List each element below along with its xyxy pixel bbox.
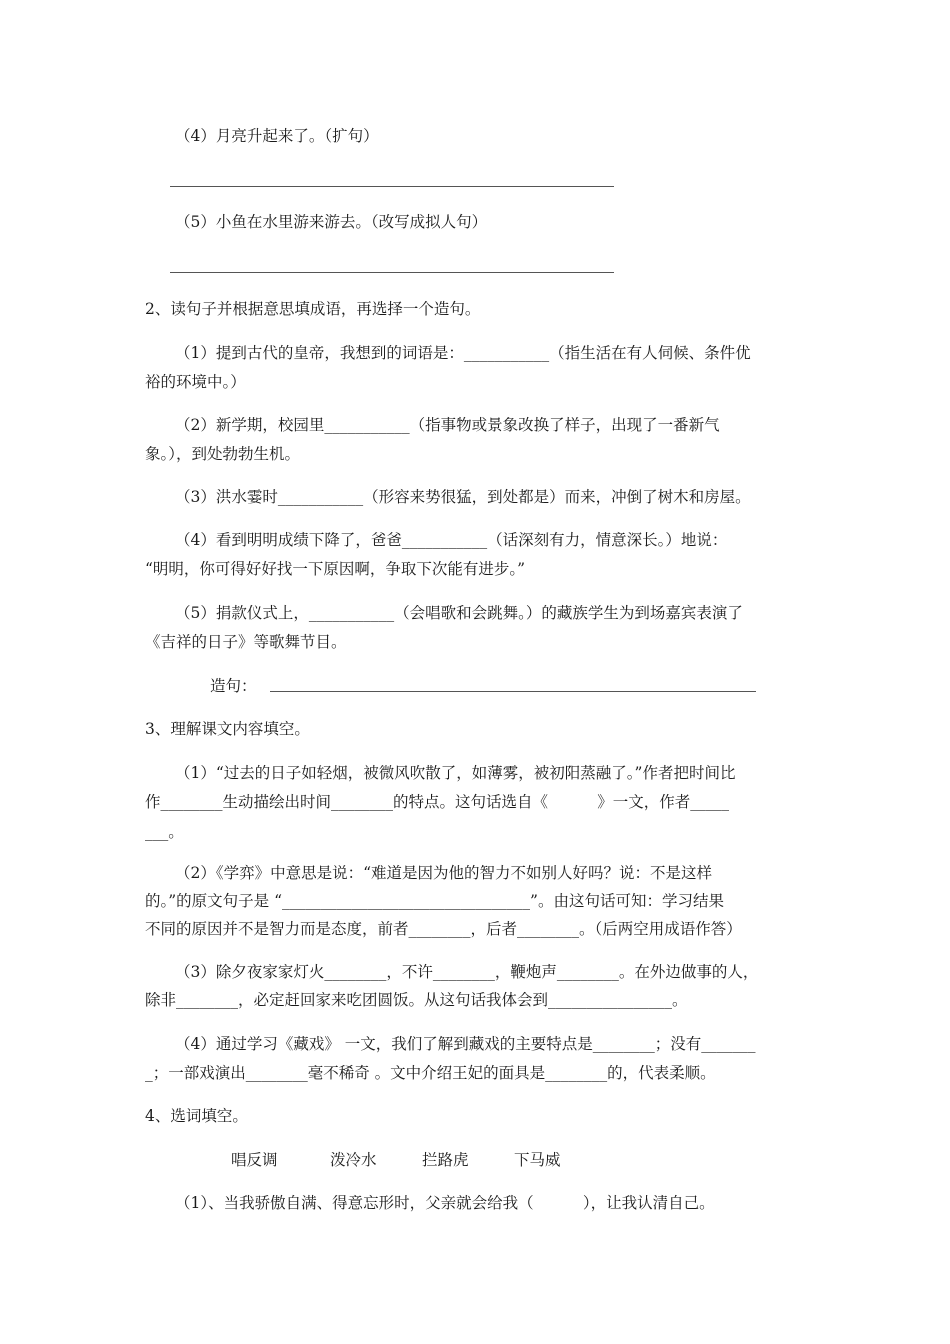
s2-q4-line2: “明明，你可得好好找一下原因啊，争取下次能有进步。” (145, 560, 526, 578)
s3-q4-line1: （4）通过学习《藏戏》 一文，我们了解到藏戏的主要特点是________；没有_______ (175, 1035, 756, 1053)
s3-q4-line2: _；一部戏演出________毫不稀奇 。文中介绍王妃的面具是________的，代表柔顺。 (145, 1064, 716, 1082)
section-2-heading: 2、读句子并根据意思填成语，再选择一个造句。 (145, 300, 481, 318)
s4-q1: （1）、当我骄傲自满、得意忘形时，父亲就会给我（ ），让我认清自己。 (175, 1194, 715, 1212)
answer-line (170, 272, 614, 273)
answer-line (270, 691, 756, 692)
section-4-heading: 4、选词填空。 (145, 1107, 248, 1125)
s3-q1-line1: （1）“过去的日子如轻烟，被微风吹散了，如薄雾，被初阳蒸融了。”作者把时间比 (175, 764, 736, 782)
s3-q2-line1: （2）《学弈》中意思是说：“难道是因为他的智力不如别人好吗？说：不是这样 (175, 864, 713, 882)
s2-q1-line2: 裕的环境中。） (145, 373, 246, 391)
s2-q1-line1: （1）提到古代的皇帝，我想到的词语是：___________（指生活在有人伺候、条件优 (175, 344, 751, 362)
s2-q4-line1: （4）看到明明成绩下降了，爸爸___________（话深刻有力，情意深长。）地说： (175, 531, 728, 549)
s3-q1-line3: ___。 (145, 823, 184, 841)
s3-q1-line2: 作________生动描绘出时间________的特点。这句话选自《 》一文，作者_____ (145, 793, 730, 811)
answer-line (170, 186, 614, 187)
make-sentence-label: 造句： (210, 677, 257, 695)
s2-q2-line1: （2）新学期，校园里___________（指事物或景象改换了样子，出现了一番新气 (175, 416, 720, 434)
s3-q3-line2: 除非________，必定赶回家来吃团圆饭。从这句话我体会到________________。 (145, 991, 688, 1009)
s3-q2-line2: 的。”的原文句子是 “________________________________”。由这句话可知：学习结果 (145, 892, 724, 910)
s2-q5-line2: 《吉祥的日子》等歌舞节目。 (145, 633, 347, 651)
section-3-heading: 3、理解课文内容填空。 (145, 720, 310, 738)
s2-q3: （3）洪水霎时___________（形容来势很猛，到处都是）而来，冲倒了树木和房屋。 (175, 488, 751, 506)
word-bank-item: 唱反调 (231, 1151, 278, 1169)
word-bank-item: 拦路虎 (422, 1151, 469, 1169)
s2-q2-line2: 象。），到处勃勃生机。 (145, 445, 301, 463)
word-bank-item: 下马威 (514, 1151, 561, 1169)
s3-q3-line1: （3）除夕夜家家灯火________，不许________，鞭炮声________。在外边做事的人， (175, 963, 759, 981)
s3-q2-line3: 不同的原因并不是智力而是态度，前者________，后者________。（后两空用成语作答） (145, 920, 742, 938)
item-4-expand-sentence: （4）月亮升起来了。（扩句） (175, 127, 379, 145)
s2-q5-line1: （5）捐款仪式上，___________（会唱歌和会跳舞。）的藏族学生为到场嘉宾表演了 (175, 604, 743, 622)
word-bank-item: 泼冷水 (330, 1151, 377, 1169)
item-5-personification: （5）小鱼在水里游来游去。（改写成拟人句） (175, 213, 488, 231)
